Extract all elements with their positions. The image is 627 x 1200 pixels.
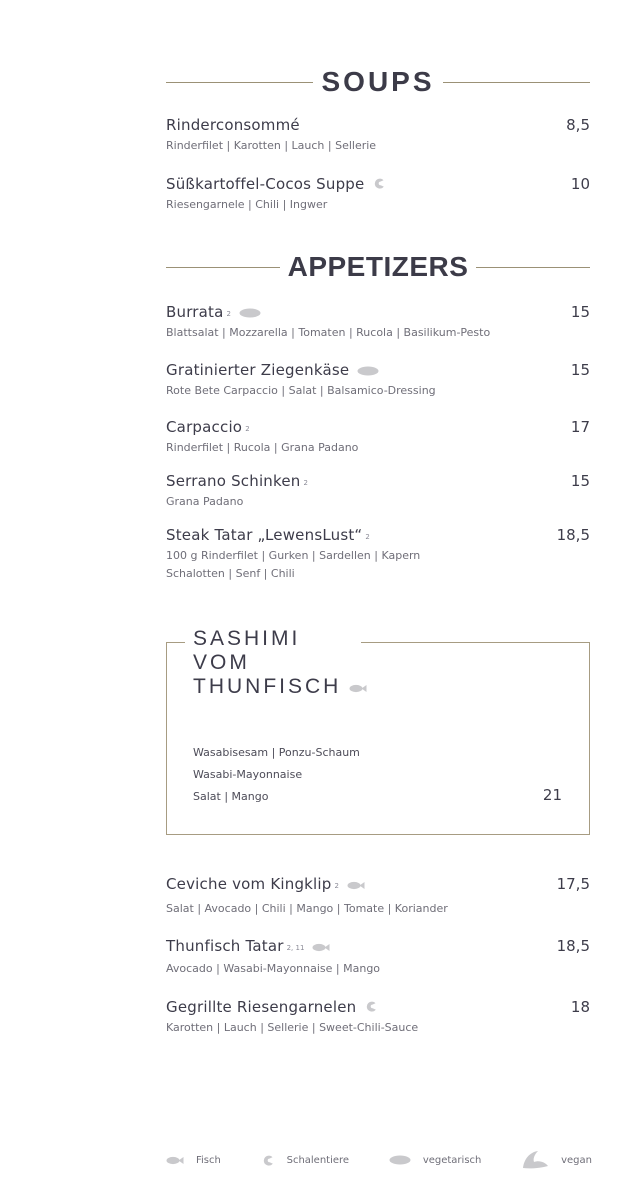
item-price: 15 [570,303,590,321]
appetizers-title: APPETIZERS [287,251,469,282]
shellfish-icon [372,175,386,194]
item-desc: Grana Padano [166,495,244,508]
menu-item [166,472,590,511]
item-price: 18,5 [556,526,590,544]
special-line: Salat | Mango [193,790,269,803]
item-name: Ceviche vom Kingklip [166,875,332,893]
legend-label: vegetarisch [422,1154,482,1166]
menu-item [166,874,590,918]
item-name: Steak Tatar „LewensLust“ [166,526,363,544]
item-name: Rinderconsommé [166,116,300,134]
menu-item [166,936,590,978]
item-desc: Rote Bete Carpaccio | Salat | Balsamico-Dressing [166,384,436,397]
item-name: Gratinierter Ziegenkäse [166,361,350,379]
rule-left [166,82,313,83]
item-name: Thunfisch Tatar [166,937,284,955]
fish-icon [347,875,365,894]
special-line: Wasabi-Mayonnaise [193,768,303,781]
legend-item [389,1155,482,1166]
legend-label: Schalentiere [286,1154,350,1166]
menu-item [166,174,590,214]
menu-item [166,116,590,155]
special-description [193,742,360,808]
item-price: 17,5 [556,875,590,893]
allergen-note: 2 [226,310,232,318]
special-title-text: THUNFISCH [193,675,342,698]
menu-item [166,360,590,400]
legend-item [166,1155,221,1166]
item-name: Burrata [166,303,224,321]
special-title [185,627,361,699]
special-title-line: SASHIMI [193,627,301,650]
item-desc: Blattsalat | Mozzarella | Tomaten | Rucola | Basilikum-Pesto [166,326,491,339]
fish-icon [312,937,330,956]
soups-title: SOUPS [321,66,435,97]
item-desc: Rinderfilet | Karotten | Lauch | Sellerie [166,139,377,152]
item-price: 18 [570,998,590,1016]
legend-item [261,1154,349,1167]
item-name: Carpaccio [166,418,243,436]
item-name: Süßkartoffel-Cocos Suppe [166,175,365,193]
allergen-note: 2 [303,479,308,487]
allergen-note: 2 [365,533,370,541]
allergen-note: 2 [245,425,250,433]
appetizers-heading [166,251,590,283]
item-name: Gegrillte Riesengarnelen [166,998,357,1016]
soups-heading [166,66,590,98]
special-title-line: VOM [193,651,250,674]
menu-item [166,418,590,457]
menu-item [166,997,590,1037]
rule-right [443,82,590,83]
allergen-note: 2 [334,882,339,890]
menu-item [166,526,590,583]
legend-label: vegan [561,1154,592,1166]
legend-item [521,1150,592,1170]
item-price: 17 [570,418,590,436]
shellfish-icon [364,998,378,1017]
item-desc: Salat | Avocado | Chili | Mango | Tomate | Koriander [166,902,448,915]
special-price: 21 [542,786,562,804]
item-desc: Avocado | Wasabi-Mayonnaise | Mango [166,962,381,975]
item-desc-2: Schalotten | Senf | Chili [166,567,295,580]
rule-right [476,267,590,268]
allergen-note: 2, 11 [286,944,305,952]
vegetarian-icon [357,361,379,380]
item-desc: Karotten | Lauch | Sellerie | Sweet-Chili-Sauce [166,1021,419,1034]
item-desc: 100 g Rinderfilet | Gurken | Sardellen | Kapern [166,549,421,562]
menu-item [166,302,590,342]
rule-left [166,267,280,268]
item-name: Serrano Schinken [166,472,301,490]
item-price: 10 [570,175,590,193]
fish-icon [349,675,367,698]
item-price: 18,5 [556,937,590,955]
special-title-line [193,675,353,699]
vegan-icon [521,1150,549,1170]
item-price: 8,5 [566,116,590,134]
shellfish-icon [261,1154,275,1167]
item-price: 15 [570,361,590,379]
item-price: 15 [570,472,590,490]
fish-icon [166,1156,184,1165]
special-line: Wasabisesam | Ponzu-Schaum [193,746,360,759]
item-desc: Riesengarnele | Chili | Ingwer [166,198,328,211]
item-desc: Rinderfilet | Rucola | Grana Padano [166,441,359,454]
vegetarian-icon [389,1155,411,1165]
legend [166,1148,592,1172]
legend-label: Fisch [196,1154,221,1166]
vegetarian-icon [239,303,261,322]
